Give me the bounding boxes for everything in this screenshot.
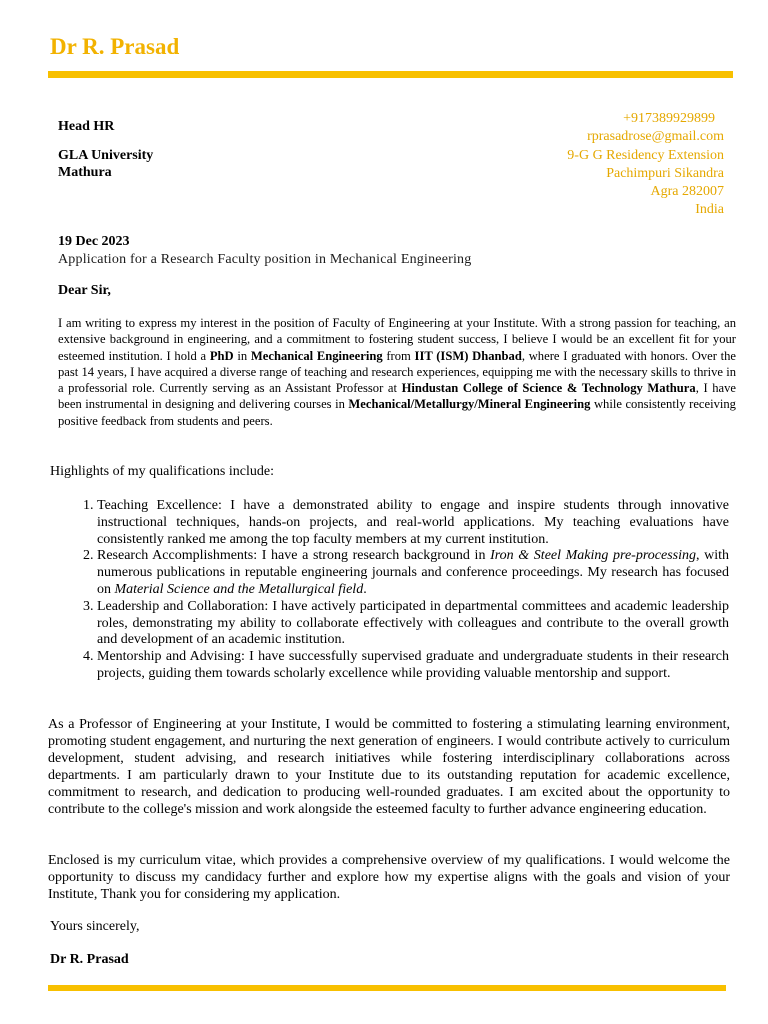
contact-phone: +917389929899 [623, 111, 715, 126]
contact-block [567, 110, 724, 220]
letter-date: 19 Dec 2023 [58, 234, 130, 249]
list-item: 1. Teaching Excellence: I have a demonstrated ability to engage and inspire students through innovative instructional techniques, hands-on projects, and real-world applications. My teaching evaluations have consistently ranked me among the top faculty members at my current institution. [97, 498, 729, 548]
contact-country: India [695, 202, 724, 218]
recipient-org: GLA University [58, 148, 154, 163]
contact-email: rprasadrose@gmail.com [587, 129, 724, 145]
salutation: Dear Sir, [58, 283, 111, 298]
contact-address-line-3: Agra 282007 [650, 184, 724, 200]
intro-paragraph: I am writing to express my interest in the position of Faculty of Engineering at your Institute. With a strong passion for teaching, an extensive background in engineering, and a commitment to fostering student success, I believe I would be an excellent fit for your esteemed institution. I hold a PhD in Mechanical Engineering from IIT (ISM) Dhanbad, where I graduated with honors. Over the past 14 years, I have acquired a diverse range of teaching and research experiences, equipping me with the necessary skills to thrive in a professorial role. Currently serving as an Assistant Professor at Hindustan College of Science & Technology Mathura, I have been instrumental in designing and delivering courses in Mechanical/Metallurgy/Mineral Engineering while consistently receiving positive feedback from students and peers. [58, 316, 737, 428]
highlights-heading: Highlights of my qualifications include: [50, 464, 274, 479]
enclosure-paragraph: Enclosed is my curriculum vitae, which provides a comprehensive overview of my qualifications. I would welcome the opportunity to discuss my candidacy further and explore how my expertise aligns with the goals and vision of your Institute, Thank you for considering my application. [48, 853, 730, 902]
recipient-city: Mathura [58, 165, 112, 180]
letter-subject: Application for a Research Faculty position in Mechanical Engineering [58, 252, 472, 267]
footer-divider [48, 985, 726, 991]
commitment-paragraph: As a Professor of Engineering at your Institute, I would be committed to fostering a stimulating learning environment, promoting student engagement, and nurturing the next generation of engineers. I would contribute actively to curriculum development, student advising, and research initiatives while fostering interdisciplinary collaborations across departments. I am particularly drawn to your Institute due to its outstanding reputation for academic excellence, commitment to research, and dedication to producing well-rounded graduates. I am excited about the opportunity to contribute to the college's mission and work alongside the esteemed faculty to further advance engineering education. [48, 717, 730, 817]
contact-address-line-1: 9-G G Residency Extension [567, 147, 724, 163]
recipient-title: Head HR [58, 119, 115, 134]
list-item: 2. Research Accomplishments: I have a strong research background in Iron & Steel Making pre-processing, with numerous publications in reputable engineering journals and conference proceedings. My research has focused on Material Science and the Metallurgical field. [97, 548, 729, 598]
closing: Yours sincerely, [50, 919, 140, 934]
letterhead-name: Dr R. Prasad [50, 34, 180, 59]
qualifications-list [50, 498, 729, 683]
list-item: 4. Mentorship and Advising: I have successfully supervised graduate and undergraduate students in their research projects, guiding them towards scholarly excellence while providing valuable mentorship and support. [97, 649, 729, 683]
contact-address-line-2: Pachimpuri Sikandra [606, 165, 724, 181]
signature-name: Dr R. Prasad [50, 952, 129, 967]
list-item: 3. Leadership and Collaboration: I have actively participated in departmental committees and academic leadership roles, demonstrating my ability to collaborate effectively with colleagues and contribute to the overall growth and development of an academic institution. [97, 599, 729, 649]
header-divider [48, 71, 733, 78]
